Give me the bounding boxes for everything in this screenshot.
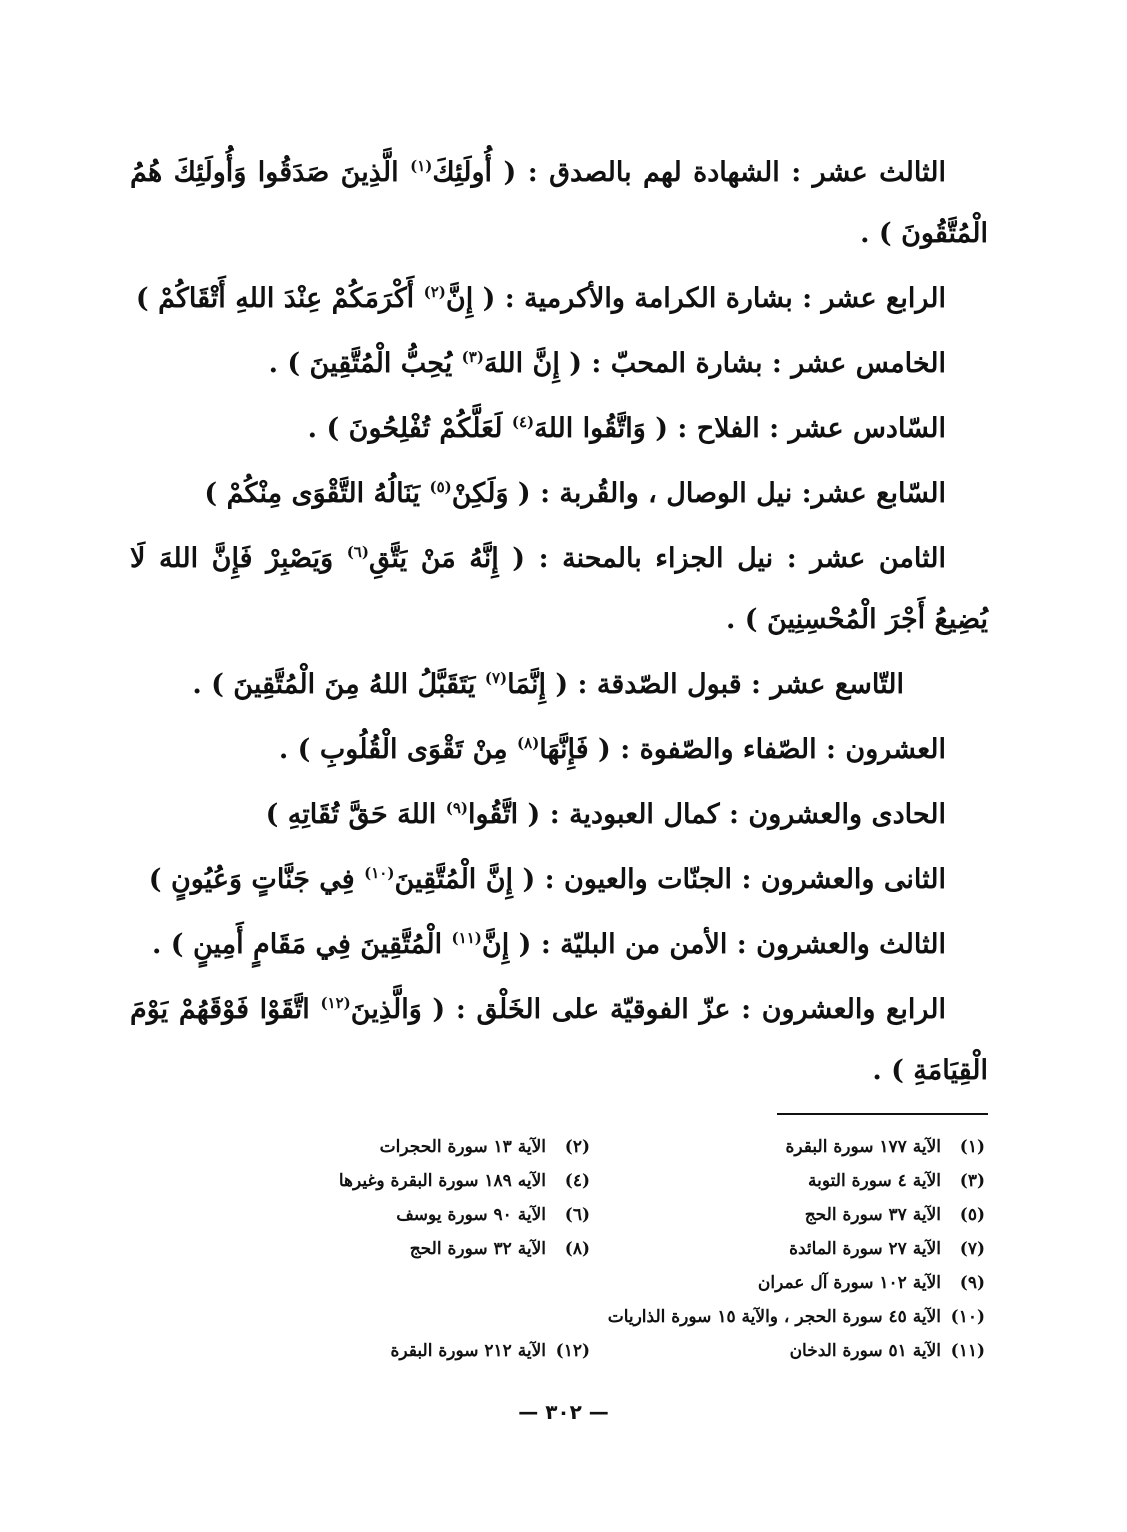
footnote-ref: (١١) <box>451 929 482 947</box>
verse-quote-cont: أَكْرَمَكُمْ عِنْدَ اللهِ أَتْقَاكُمْ ) <box>135 283 415 314</box>
footnote-number: (١٢) <box>555 1341 590 1361</box>
point-label: السّابع عشر: نيل الوصال ، والقُربة : <box>540 478 946 509</box>
footnote-text: الآية ٢١٢ سورة البقرة <box>390 1341 546 1361</box>
footnote-row <box>195 1334 985 1368</box>
footnote-ref: (٩) <box>445 799 468 817</box>
footnote-text: الآية ٣٢ سورة الحج <box>409 1239 546 1259</box>
page-number: — ٣٠٢ — <box>518 1400 609 1424</box>
verse-quote-cont: الَّذِينَ صَدَقُوا وَأُولَئِكَ هُمُ الْمُتَّقُونَ ) . <box>130 157 988 249</box>
footnote-row <box>195 1164 985 1198</box>
footnote <box>195 1130 590 1164</box>
footnote-ref: (٧) <box>484 669 508 687</box>
point-label: الحادى والعشرون : كمال العبودية : <box>549 799 946 830</box>
verse-quote: ( إِنَّ <box>445 283 496 314</box>
footnote-ref: (٨) <box>517 734 540 752</box>
point-label: الرابع عشر : بشارة الكرامة والأكرمية : <box>504 283 946 314</box>
verse-quote-cont: يُحِبُّ الْمُتَّقِينَ ) . <box>268 348 453 379</box>
paragraph <box>130 463 988 524</box>
footnote <box>590 1198 985 1232</box>
point-label: الثالث عشر : الشهادة لهم بالصدق : <box>527 157 946 188</box>
footnote <box>195 1164 590 1198</box>
footnote-row <box>195 1130 985 1164</box>
footnote-text: الآية ٤٥ سورة الحجر ، والآية ١٥ سورة الذاريات <box>607 1307 941 1327</box>
verse-quote: ( أُولَئِكَ <box>432 157 517 188</box>
verse-quote-cont: فِي جَنَّاتٍ وَعُيُونٍ ) <box>148 864 355 895</box>
point-label: السّادس عشر : الفلاح : <box>677 413 946 444</box>
footnote-number: (٩) <box>959 1273 985 1293</box>
point-label: الثانى والعشرون : الجنّات والعيون : <box>544 864 946 895</box>
verse-quote-cont: الْمُتَّقِينَ فِي مَقَامٍ أَمِينٍ ) . <box>151 929 443 960</box>
verse-quote: ( وَاتَّقُوا اللهَ <box>534 413 669 444</box>
footnote-text: الآية ١٠٢ سورة آل عمران <box>757 1273 941 1293</box>
paragraph <box>130 398 988 459</box>
footnote <box>195 1198 590 1232</box>
footnote-ref: (٤) <box>511 413 535 431</box>
footnote-ref: (١) <box>410 157 433 175</box>
footnote-number: (٧) <box>959 1239 985 1259</box>
footnote <box>758 1266 985 1300</box>
footnote-text: الآية ١٧٧ سورة البقرة <box>785 1137 941 1157</box>
verse-quote: ( اتَّقُوا <box>467 799 541 830</box>
footnotes <box>195 1130 985 1368</box>
footnote-ref: (١٠) <box>364 864 395 882</box>
verse-quote-cont: يَنَالُهُ التَّقْوَى مِنْكُمْ ) <box>204 478 421 509</box>
footnote-ref: (٣) <box>461 348 484 366</box>
footnote-text: الآية ٢٧ سورة المائدة <box>789 1239 941 1259</box>
footnote-ref: (١٢) <box>320 994 351 1012</box>
verse-quote-cont: لَعَلَّكُمْ تُفْلِحُونَ ) . <box>307 413 503 444</box>
footnote-number: (٢) <box>564 1137 590 1157</box>
point-label: الرابع والعشرون : عزّ الفوقيّة على الخَلْق : <box>455 994 947 1025</box>
main-text <box>130 142 988 1105</box>
point-label: التّاسع عشر : قبول الصّدقة : <box>577 669 904 700</box>
verse-quote-cont: اللهَ حَقَّ تُقَاتِهِ ) <box>265 799 437 830</box>
verse-quote: ( فَإِنَّهَا <box>539 734 611 765</box>
point-label: الثالث والعشرون : الأمن من البليّة : <box>540 929 946 960</box>
paragraph <box>130 849 988 910</box>
footnote <box>590 1232 985 1266</box>
footnote-text: الآية ٩٠ سورة يوسف <box>396 1205 546 1225</box>
footnote <box>608 1300 985 1334</box>
footnote-ref: (٥) <box>429 478 452 496</box>
verse-quote: ( إِنَّ اللهَ <box>483 348 582 379</box>
paragraph <box>130 528 988 650</box>
footnote-text: الآيه ١٨٩ سورة البقرة وغيرها <box>338 1171 546 1191</box>
point-label: الثامن عشر : نيل الجزاء بالمحنة : <box>538 543 946 574</box>
footnote-number: (٣) <box>959 1171 985 1191</box>
verse-quote-cont: يَتَقَبَّلُ اللهُ مِنَ الْمُتَّقِينَ ) . <box>192 669 476 700</box>
footnote-ref: (٦) <box>346 543 369 561</box>
verse-quote: ( إِنَّهُ مَنْ يَتَّقِ <box>368 543 526 574</box>
footnote-number: (١١) <box>950 1341 985 1361</box>
verse-quote-cont: اتَّقَوْا فَوْقَهُمْ يَوْمَ الْقِيَامَةِ ) . <box>130 994 988 1086</box>
footnote-separator <box>777 1113 988 1115</box>
footnote-ref: (٢) <box>423 283 446 301</box>
paragraph <box>130 333 988 394</box>
footnote <box>590 1130 985 1164</box>
footnote-number: (٨) <box>564 1239 590 1259</box>
footnote <box>195 1334 590 1368</box>
point-label: الخامس عشر : بشارة المحبّ : <box>591 348 946 379</box>
footnote-text: الآية ٥١ سورة الدخان <box>789 1341 941 1361</box>
verse-quote: ( وَالَّذِينَ <box>350 994 446 1025</box>
footnote-row <box>195 1232 985 1266</box>
paragraph <box>130 784 988 845</box>
verse-quote: ( إِنَّ الْمُتَّقِينَ <box>394 864 536 895</box>
verse-quote: ( إِنَّ <box>481 929 532 960</box>
paragraph <box>130 719 988 780</box>
footnote-text: الآية ٣٧ سورة الحج <box>804 1205 941 1225</box>
footnote-number: (١) <box>959 1137 985 1157</box>
footnote-number: (٦) <box>564 1205 590 1225</box>
paragraph <box>130 142 988 264</box>
paragraph <box>130 268 988 329</box>
paragraph <box>130 654 988 715</box>
footnote-number: (١٠) <box>950 1307 985 1327</box>
footnote-row <box>195 1198 985 1232</box>
footnote-text: الآية ٤ سورة التوبة <box>808 1171 941 1191</box>
footnote-row <box>195 1300 985 1334</box>
paragraph <box>130 914 988 975</box>
footnote-number: (٥) <box>959 1205 985 1225</box>
footnote <box>590 1334 985 1368</box>
paragraph <box>130 979 988 1101</box>
verse-quote-cont: مِنْ تَقْوَى الْقُلُوبِ ) . <box>278 734 508 765</box>
footnote <box>195 1232 590 1266</box>
footnote-number: (٤) <box>564 1171 590 1191</box>
footnote <box>590 1164 985 1198</box>
point-label: العشرون : الصّفاء والصّفوة : <box>620 734 946 765</box>
verse-quote-cont: وَيَصْبِرْ فَإِنَّ اللهَ لَا يُضِيعُ أَجْرَ الْمُحْسِنِينَ ) . <box>130 543 988 635</box>
verse-quote: ( إِنَّمَا <box>507 669 569 700</box>
footnote-row <box>195 1266 985 1300</box>
footnote-text: الآية ١٣ سورة الحجرات <box>379 1137 546 1157</box>
verse-quote: ( وَلَكِنْ <box>451 478 531 509</box>
